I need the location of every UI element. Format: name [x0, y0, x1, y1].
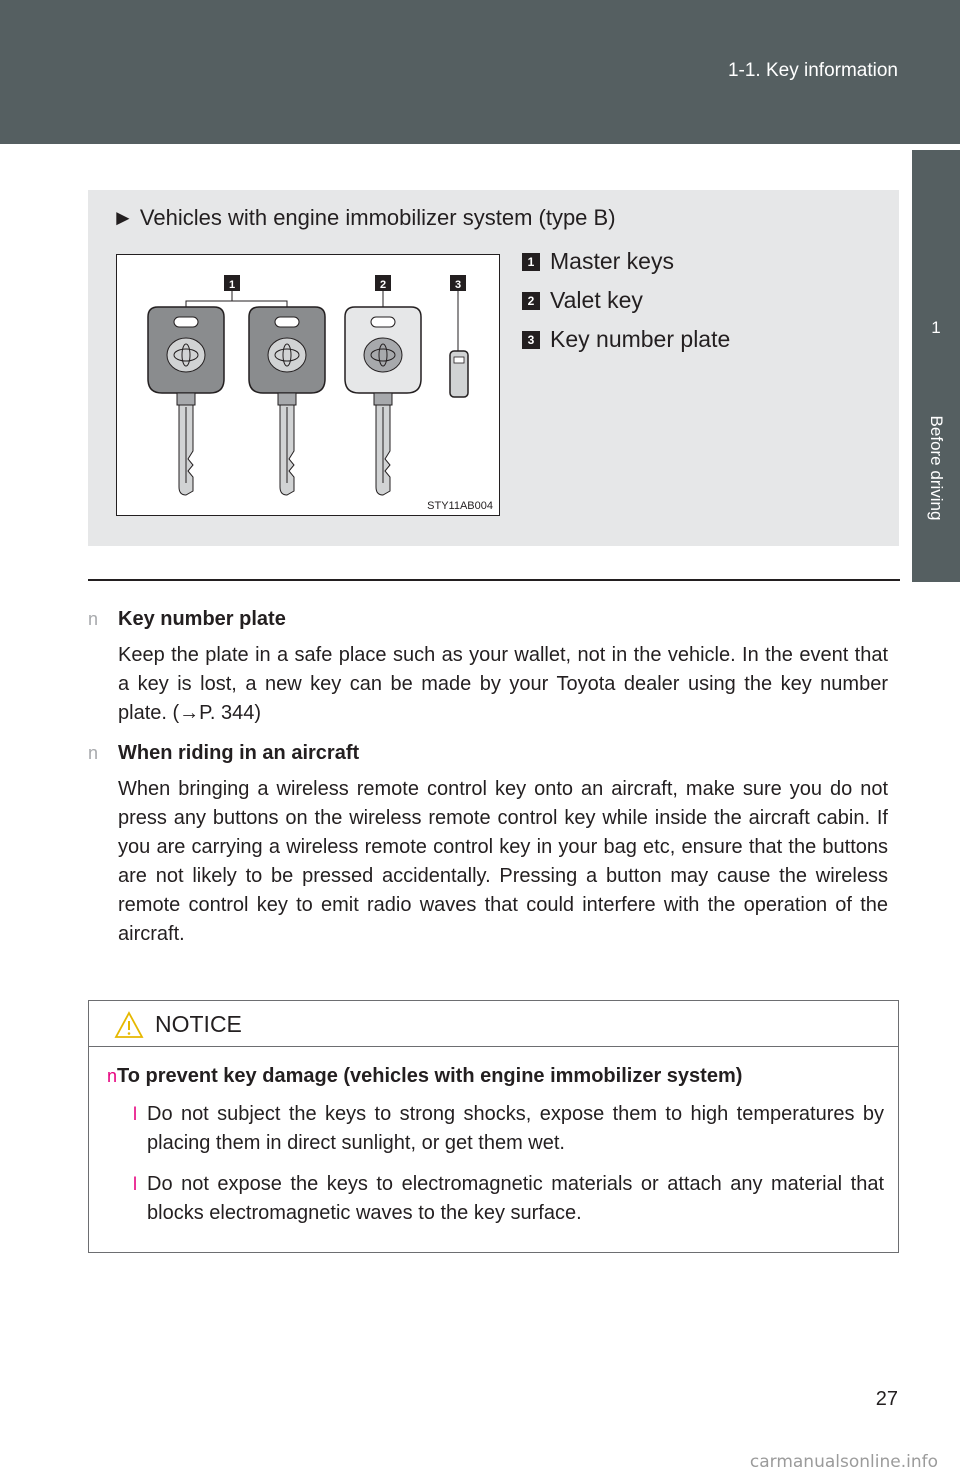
legend-item-key-number-plate	[522, 326, 730, 353]
notice-heading: NOTICE	[155, 1011, 242, 1037]
page-header	[0, 0, 960, 144]
notice-content	[89, 1065, 900, 1228]
legend-number: 2	[522, 292, 540, 310]
chapter-label: Before driving	[927, 415, 946, 521]
image-code: STY11AB004	[427, 500, 493, 512]
legend-label: Master keys	[550, 248, 674, 274]
notice-header	[89, 1001, 898, 1047]
notice-item-bullet: l	[133, 1174, 137, 1194]
note-key-number-plate	[88, 608, 888, 728]
section-title: 1-1. Key information	[727, 60, 898, 81]
keys-illustration	[116, 254, 500, 516]
triangle-bullet-icon: ►	[112, 205, 134, 230]
page-number: 27	[875, 1388, 898, 1410]
warning-triangle-icon	[114, 1011, 144, 1039]
legend-number: 3	[522, 331, 540, 349]
note-bullet: n	[88, 743, 99, 763]
legend-label: Key number plate	[550, 326, 731, 352]
notice-box	[88, 1000, 899, 1253]
notice-item-text: Do not subject the keys to strong shocks, expose them to high temperatures by placing them in direct sunlight, or get them wet.	[147, 1103, 884, 1154]
notice-item-bullet: l	[133, 1104, 137, 1124]
note-bullet: n	[88, 609, 99, 629]
svg-text:3: 3	[454, 279, 462, 291]
note-title: Key number plate	[118, 608, 286, 630]
note-body: Keep the plate in a safe place such as your wallet, not in the vehicle. In the event that a key is lost, a new key can be made by your Toyota dealer using the key number plate. (→P. 344)	[118, 644, 888, 724]
notice-bullet: n	[106, 1066, 117, 1086]
notice-item	[89, 1170, 884, 1228]
side-tab-number-block	[912, 150, 960, 382]
chapter-number: 1	[931, 318, 941, 337]
notice-subtitle: To prevent key damage (vehicles with engine immobilizer system)	[117, 1065, 743, 1087]
legend-item-master-keys	[522, 248, 674, 275]
figure-title: ► Vehicles with engine immobilizer system (type B)	[112, 205, 616, 230]
section-divider	[88, 579, 900, 581]
notice-item-text: Do not expose the keys to electromagnetic materials or attach any material that blocks electromagnetic waves to the key surface.	[147, 1173, 884, 1224]
legend-item-valet-key	[522, 287, 643, 314]
note-aircraft	[88, 742, 888, 949]
legend-number: 1	[522, 253, 540, 271]
legend-label: Valet key	[550, 287, 643, 313]
svg-text:2: 2	[379, 279, 387, 291]
watermark: carmanualsonline.info	[749, 1452, 938, 1472]
keys-drawing	[117, 255, 499, 515]
notice-item	[89, 1100, 884, 1158]
note-title: When riding in an aircraft	[118, 742, 360, 764]
note-body: When bringing a wireless remote control key onto an aircraft, make sure you do not press any buttons on the wireless remote control key while inside the aircraft cabin. If you are carrying a wireless remote control key in your bag etc, ensure that the buttons are not likely to be pressed accidentally. Pressing a button may cause the wireless remote control key to emit radio waves that could interfere with the operation of the aircraft.	[118, 778, 888, 945]
svg-text:1: 1	[228, 279, 236, 291]
